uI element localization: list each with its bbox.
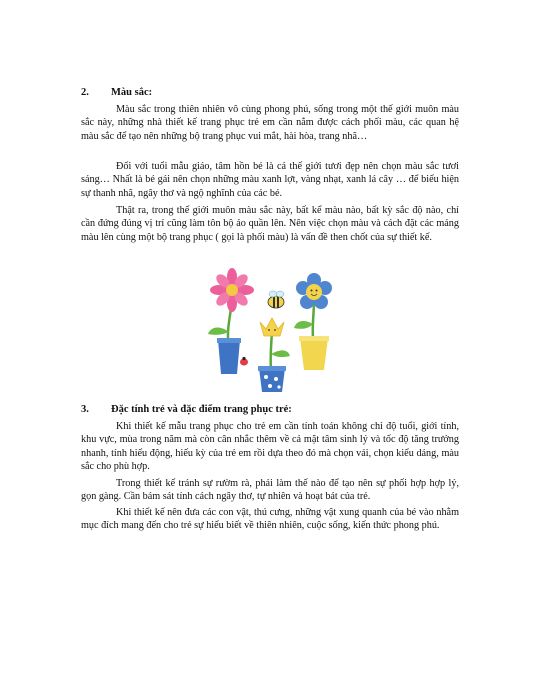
section-3-paragraph-1: Khi thiết kế mẫu trang phục cho trẻ em cần tính toán không chỉ độ tuổi, giới tính, khu vực, mùa trong năm mà còn cân nhắc thêm về cả mặt tâm sinh lý và tốc độ tăng trưởng nhanh, tính hiếu động, hiếu kỳ của trẻ em rồi dựa theo đó mà chọn vải, chọn kiểu dáng, màu sắc cho phù hợp. xyxy=(81,421,459,472)
flower-pots-illustration xyxy=(196,262,336,392)
section-2-title: Màu sắc: xyxy=(111,87,153,98)
section-3-heading xyxy=(81,404,292,416)
section-3-number: 3. xyxy=(81,404,89,415)
section-2-paragraph-3: Thật ra, trong thế giới muôn màu sắc này, bất kể màu nào, bất kỳ sắc độ nào, chỉ cần đứng đúng vị trí cũng làm tôn bộ áo quần lên. Nên việc chọn màu và cách đặt các mảng màu lên cùng một bộ trang phục ( gọi là phối màu) là vấn đề then chốt của sự thiết kế. xyxy=(81,205,459,243)
section-3-paragraph-2: Trong thiết kế tránh sự rườm rà, phải làm thế nào để tạo nên sự phối hợp hợp lý, gọn gàng. Cần bám sát tính cách ngây thơ, tự nhiên và hoạt bát của trẻ. xyxy=(81,478,459,503)
section-3-paragraph-3: Khi thiết kế nên đưa các con vật, thú cưng, những vật xung quanh của bé vào nhằm mục đích mang đến cho trẻ sự hiểu biết về thiên nhiên, cuộc sống, kiến thức phong phú. xyxy=(81,507,459,532)
flower-pots-bee-icon xyxy=(208,268,332,392)
section-2-number: 2. xyxy=(81,87,89,98)
section-3-title: Đặc tính trẻ và đặc điểm trang phục trẻ: xyxy=(111,404,292,415)
section-2-paragraph-2: Đối với tuổi mẫu giáo, tâm hồn bé là cả thế giới tươi đẹp nên chọn màu sắc tươi sáng… Nhất là bé gái nên chọn những màu xanh lợt, vàng nhạt, xanh lá cây … để biểu hiện sự thanh nhã, ngây thơ và ngộ nghĩnh của các bé. xyxy=(81,161,459,199)
section-2-paragraph-1: Màu sắc trong thiên nhiên vô cùng phong phú, sống trong một thế giới muôn màu sắc này, những nhà thiết kế trang phục trẻ em cần nắm được cách phối màu, các quan hệ màu sắc để tạo nên những bộ trang phục vui mắt, hài hòa, trang nhã… xyxy=(81,104,459,142)
section-2-heading xyxy=(81,87,152,99)
